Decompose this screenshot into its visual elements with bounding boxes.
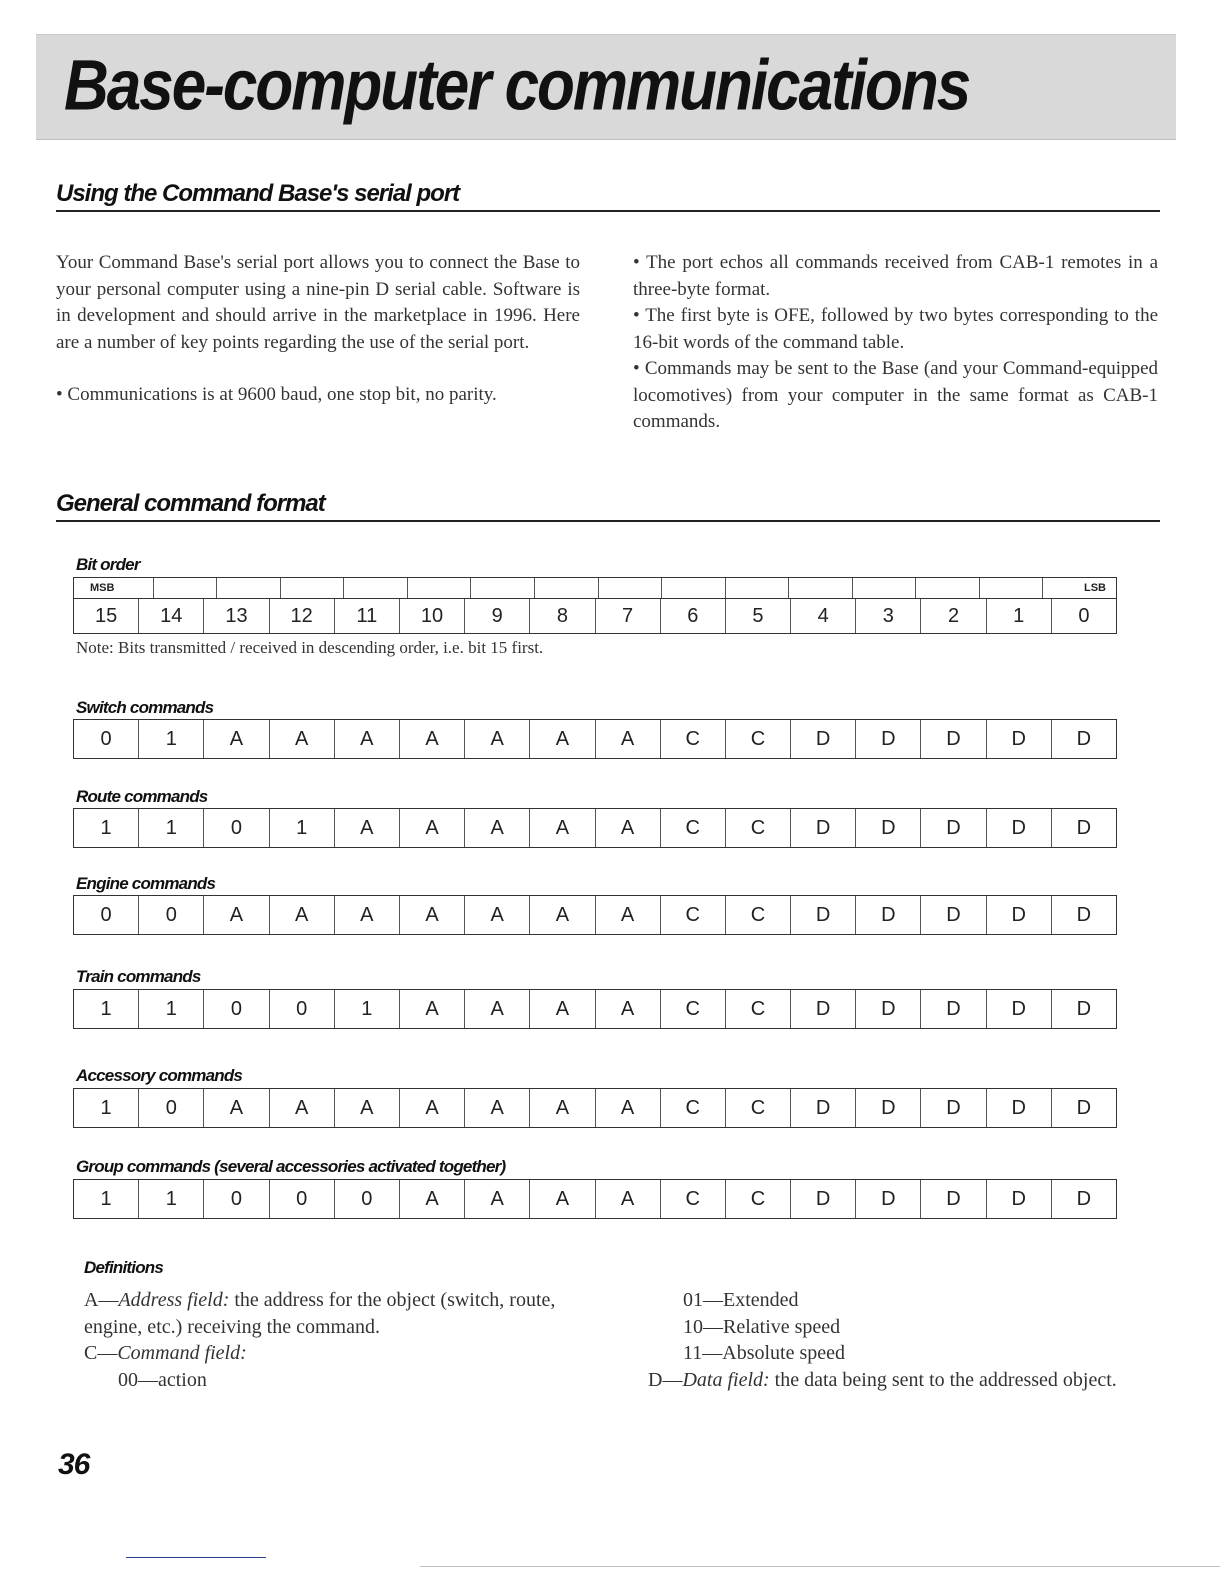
serial-port-bullets bbox=[633, 250, 1158, 436]
command-bit-cell: D bbox=[790, 809, 855, 847]
bit-number-cell: 3 bbox=[855, 599, 920, 633]
command-bit-cell: C bbox=[725, 809, 790, 847]
command-bit-cell: C bbox=[660, 809, 725, 847]
command-bit-cell: D bbox=[855, 990, 920, 1028]
command-bit-cell: 1 bbox=[100, 817, 112, 839]
command-bit-cell: A bbox=[464, 1089, 529, 1127]
command-bit-cell: A bbox=[595, 809, 660, 847]
bit-number-cell: 5 bbox=[725, 599, 790, 633]
def-command-01: 01—Extended bbox=[683, 1289, 799, 1311]
command-bit-cell: D bbox=[920, 990, 985, 1028]
command-bit-cell: C bbox=[660, 896, 725, 934]
command-bit-cell: D bbox=[790, 1180, 855, 1218]
command-bit-cell: D bbox=[1051, 809, 1116, 847]
command-bit-cell: A bbox=[399, 1089, 464, 1127]
switch-commands-row bbox=[73, 719, 1117, 759]
bit-number-cell: 10 bbox=[399, 599, 464, 633]
command-bit-cell: A bbox=[399, 990, 464, 1028]
bit-number-cell: 14 bbox=[138, 599, 203, 633]
def-command-10: 10—Relative speed bbox=[683, 1315, 841, 1338]
bit-order-label: Bit order bbox=[76, 555, 140, 574]
command-bit-cell: 0 bbox=[138, 896, 203, 934]
route-commands-label: Route commands bbox=[76, 787, 208, 806]
command-bit-cell: D bbox=[1051, 990, 1116, 1028]
command-bit-cell: 1 bbox=[100, 1097, 112, 1119]
command-bit-cell: A bbox=[529, 809, 594, 847]
command-bit-cell: D bbox=[920, 809, 985, 847]
command-bit-cell: D bbox=[986, 809, 1051, 847]
section-heading-command-format: General command format bbox=[56, 490, 1160, 522]
command-bit-cell: 0 bbox=[100, 728, 112, 750]
bit-number-cell: 2 bbox=[920, 599, 985, 633]
command-bit-cell: C bbox=[725, 720, 790, 758]
command-bit-cell: A bbox=[334, 1089, 399, 1127]
command-bit-cell: A bbox=[269, 896, 334, 934]
command-bit-cell: D bbox=[855, 809, 920, 847]
command-bit-cell: A bbox=[464, 990, 529, 1028]
command-bit-cell: C bbox=[660, 720, 725, 758]
command-bit-cell: D bbox=[790, 990, 855, 1028]
command-bit-cell: 0 bbox=[334, 1180, 399, 1218]
command-bit-cell: 1 bbox=[138, 990, 203, 1028]
accessory-commands-label: Accessory commands bbox=[76, 1066, 243, 1085]
train-commands-label: Train commands bbox=[76, 967, 201, 986]
command-bit-cell: A bbox=[595, 1089, 660, 1127]
command-bit-cell: 1 bbox=[138, 720, 203, 758]
bit-number-cell: 7 bbox=[595, 599, 660, 633]
train-commands-row bbox=[73, 989, 1117, 1029]
command-bit-cell: C bbox=[660, 990, 725, 1028]
bit-order-row bbox=[73, 598, 1117, 634]
command-bit-cell: 0 bbox=[138, 1089, 203, 1127]
command-bit-cell: D bbox=[920, 896, 985, 934]
def-command-00: 00—action bbox=[118, 1368, 207, 1391]
command-bit-cell: D bbox=[986, 896, 1051, 934]
engine-commands-row bbox=[73, 895, 1117, 935]
command-bit-cell: C bbox=[660, 1180, 725, 1218]
command-bit-cell: C bbox=[725, 1180, 790, 1218]
command-bit-cell: A bbox=[529, 720, 594, 758]
command-bit-cell: A bbox=[334, 809, 399, 847]
command-bit-cell: 0 bbox=[203, 990, 268, 1028]
command-bit-cell: D bbox=[986, 720, 1051, 758]
command-bit-cell: C bbox=[725, 990, 790, 1028]
command-bit-cell: D bbox=[1051, 1089, 1116, 1127]
bit-number-cell: 0 bbox=[1051, 599, 1116, 633]
command-bit-cell: A bbox=[595, 896, 660, 934]
page-title: Base-computer communications bbox=[64, 46, 970, 126]
command-bit-cell: A bbox=[399, 720, 464, 758]
command-bit-cell: A bbox=[464, 896, 529, 934]
command-bit-cell: A bbox=[529, 1089, 594, 1127]
command-bit-cell: 1 bbox=[138, 809, 203, 847]
lsb-label: LSB bbox=[1042, 578, 1116, 598]
command-bit-cell: A bbox=[595, 1180, 660, 1218]
footer-rule bbox=[126, 1557, 266, 1558]
command-bit-cell: 1 bbox=[334, 990, 399, 1028]
command-bit-cell: A bbox=[399, 809, 464, 847]
bit-order-header-row bbox=[73, 577, 1117, 598]
definitions-title: Definitions bbox=[84, 1258, 164, 1277]
switch-commands-label: Switch commands bbox=[76, 698, 214, 717]
command-bit-cell: A bbox=[529, 1180, 594, 1218]
command-bit-cell: D bbox=[855, 1089, 920, 1127]
section-heading-serial-port: Using the Command Base's serial port bbox=[56, 180, 1160, 212]
command-bit-cell: A bbox=[203, 896, 268, 934]
bit-number-cell: 15 bbox=[94, 605, 118, 627]
command-bit-cell: 1 bbox=[138, 1180, 203, 1218]
command-bit-cell: D bbox=[986, 1089, 1051, 1127]
command-bit-cell: 0 bbox=[269, 1180, 334, 1218]
bit-number-cell: 13 bbox=[203, 599, 268, 633]
bullet-commands-sent: • Commands may be sent to the Base (and your Command-equipped locomotives) from your computer in the same format as CAB-1 commands. bbox=[633, 358, 1158, 432]
bit-number-cell: 1 bbox=[986, 599, 1051, 633]
command-bit-cell: D bbox=[790, 896, 855, 934]
bit-number-cell: 8 bbox=[529, 599, 594, 633]
command-bit-cell: A bbox=[203, 1089, 268, 1127]
footer-rule-gray bbox=[420, 1566, 1220, 1567]
command-bit-cell: A bbox=[529, 990, 594, 1028]
baud-bullet: • Communications is at 9600 baud, one stop bit, no parity. bbox=[56, 384, 497, 405]
bit-number-cell: 9 bbox=[464, 599, 529, 633]
bullet-echo: • The port echos all commands received from CAB-1 remotes in a three-byte format. bbox=[633, 252, 1158, 300]
command-bit-cell: C bbox=[660, 1089, 725, 1127]
command-bit-cell: A bbox=[595, 990, 660, 1028]
accessory-commands-row bbox=[73, 1088, 1117, 1128]
bit-order-note: Note: Bits transmitted / received in descending order, i.e. bit 15 first. bbox=[76, 638, 544, 657]
def-command: C—Command field: bbox=[84, 1342, 247, 1364]
command-bit-cell: D bbox=[920, 1180, 985, 1218]
command-bit-cell: A bbox=[464, 809, 529, 847]
command-bit-cell: D bbox=[1051, 1180, 1116, 1218]
command-bit-cell: 1 bbox=[100, 998, 112, 1020]
command-bit-cell: A bbox=[595, 720, 660, 758]
command-bit-cell: D bbox=[920, 1089, 985, 1127]
bit-number-cell: 12 bbox=[269, 599, 334, 633]
command-bit-cell: 1 bbox=[269, 809, 334, 847]
msb-label: MSB bbox=[90, 582, 115, 594]
intro-paragraph: Your Command Base's serial port allows you to connect the Base to your personal computer using a nine-pin D serial cable. Software is in development and should arrive in the marketplace in 1996. Here are a number of key points regarding the use of the serial port. bbox=[56, 252, 580, 353]
def-address: A—Address field: the address for the object (switch, route, bbox=[84, 1289, 556, 1311]
route-commands-row bbox=[73, 808, 1117, 848]
definitions-left bbox=[84, 1287, 555, 1393]
bit-number-cell: 6 bbox=[660, 599, 725, 633]
serial-port-intro bbox=[56, 250, 580, 409]
command-bit-cell: 0 bbox=[269, 990, 334, 1028]
command-bit-cell: C bbox=[725, 1089, 790, 1127]
command-bit-cell: D bbox=[1051, 896, 1116, 934]
command-bit-cell: D bbox=[855, 1180, 920, 1218]
command-bit-cell: D bbox=[855, 720, 920, 758]
command-bit-cell: A bbox=[399, 1180, 464, 1218]
command-bit-cell: D bbox=[855, 896, 920, 934]
def-data: D—Data field: the data being sent to the addressed object. bbox=[648, 1368, 1117, 1391]
definitions-right bbox=[648, 1287, 1117, 1393]
command-bit-cell: D bbox=[790, 1089, 855, 1127]
command-bit-cell: A bbox=[269, 720, 334, 758]
group-commands-row bbox=[73, 1179, 1117, 1219]
command-bit-cell: A bbox=[399, 896, 464, 934]
title-banner bbox=[36, 34, 1176, 140]
command-bit-cell: A bbox=[269, 1089, 334, 1127]
command-bit-cell: A bbox=[334, 896, 399, 934]
command-bit-cell: 0 bbox=[203, 1180, 268, 1218]
bullet-first-byte: • The first byte is OFE, followed by two bytes corresponding to the 16-bit words of the command table. bbox=[633, 305, 1158, 353]
command-bit-cell: C bbox=[725, 896, 790, 934]
def-command-11: 11—Absolute speed bbox=[683, 1342, 846, 1364]
bit-number-cell: 11 bbox=[334, 599, 399, 633]
page-number: 36 bbox=[58, 1448, 90, 1481]
group-commands-label: Group commands (several accessories activated together) bbox=[76, 1157, 506, 1176]
command-bit-cell: A bbox=[203, 720, 268, 758]
command-bit-cell: A bbox=[464, 720, 529, 758]
command-bit-cell: D bbox=[790, 720, 855, 758]
command-bit-cell: D bbox=[986, 990, 1051, 1028]
command-bit-cell: D bbox=[1051, 720, 1116, 758]
def-address-cont: engine, etc.) receiving the command. bbox=[84, 1315, 380, 1338]
command-bit-cell: A bbox=[464, 1180, 529, 1218]
command-bit-cell: 0 bbox=[100, 904, 112, 926]
command-bit-cell: A bbox=[334, 720, 399, 758]
command-bit-cell: A bbox=[529, 896, 594, 934]
command-bit-cell: 0 bbox=[203, 809, 268, 847]
engine-commands-label: Engine commands bbox=[76, 874, 216, 893]
command-bit-cell: D bbox=[920, 720, 985, 758]
bit-number-cell: 4 bbox=[790, 599, 855, 633]
command-bit-cell: 1 bbox=[100, 1188, 112, 1210]
command-bit-cell: D bbox=[986, 1180, 1051, 1218]
